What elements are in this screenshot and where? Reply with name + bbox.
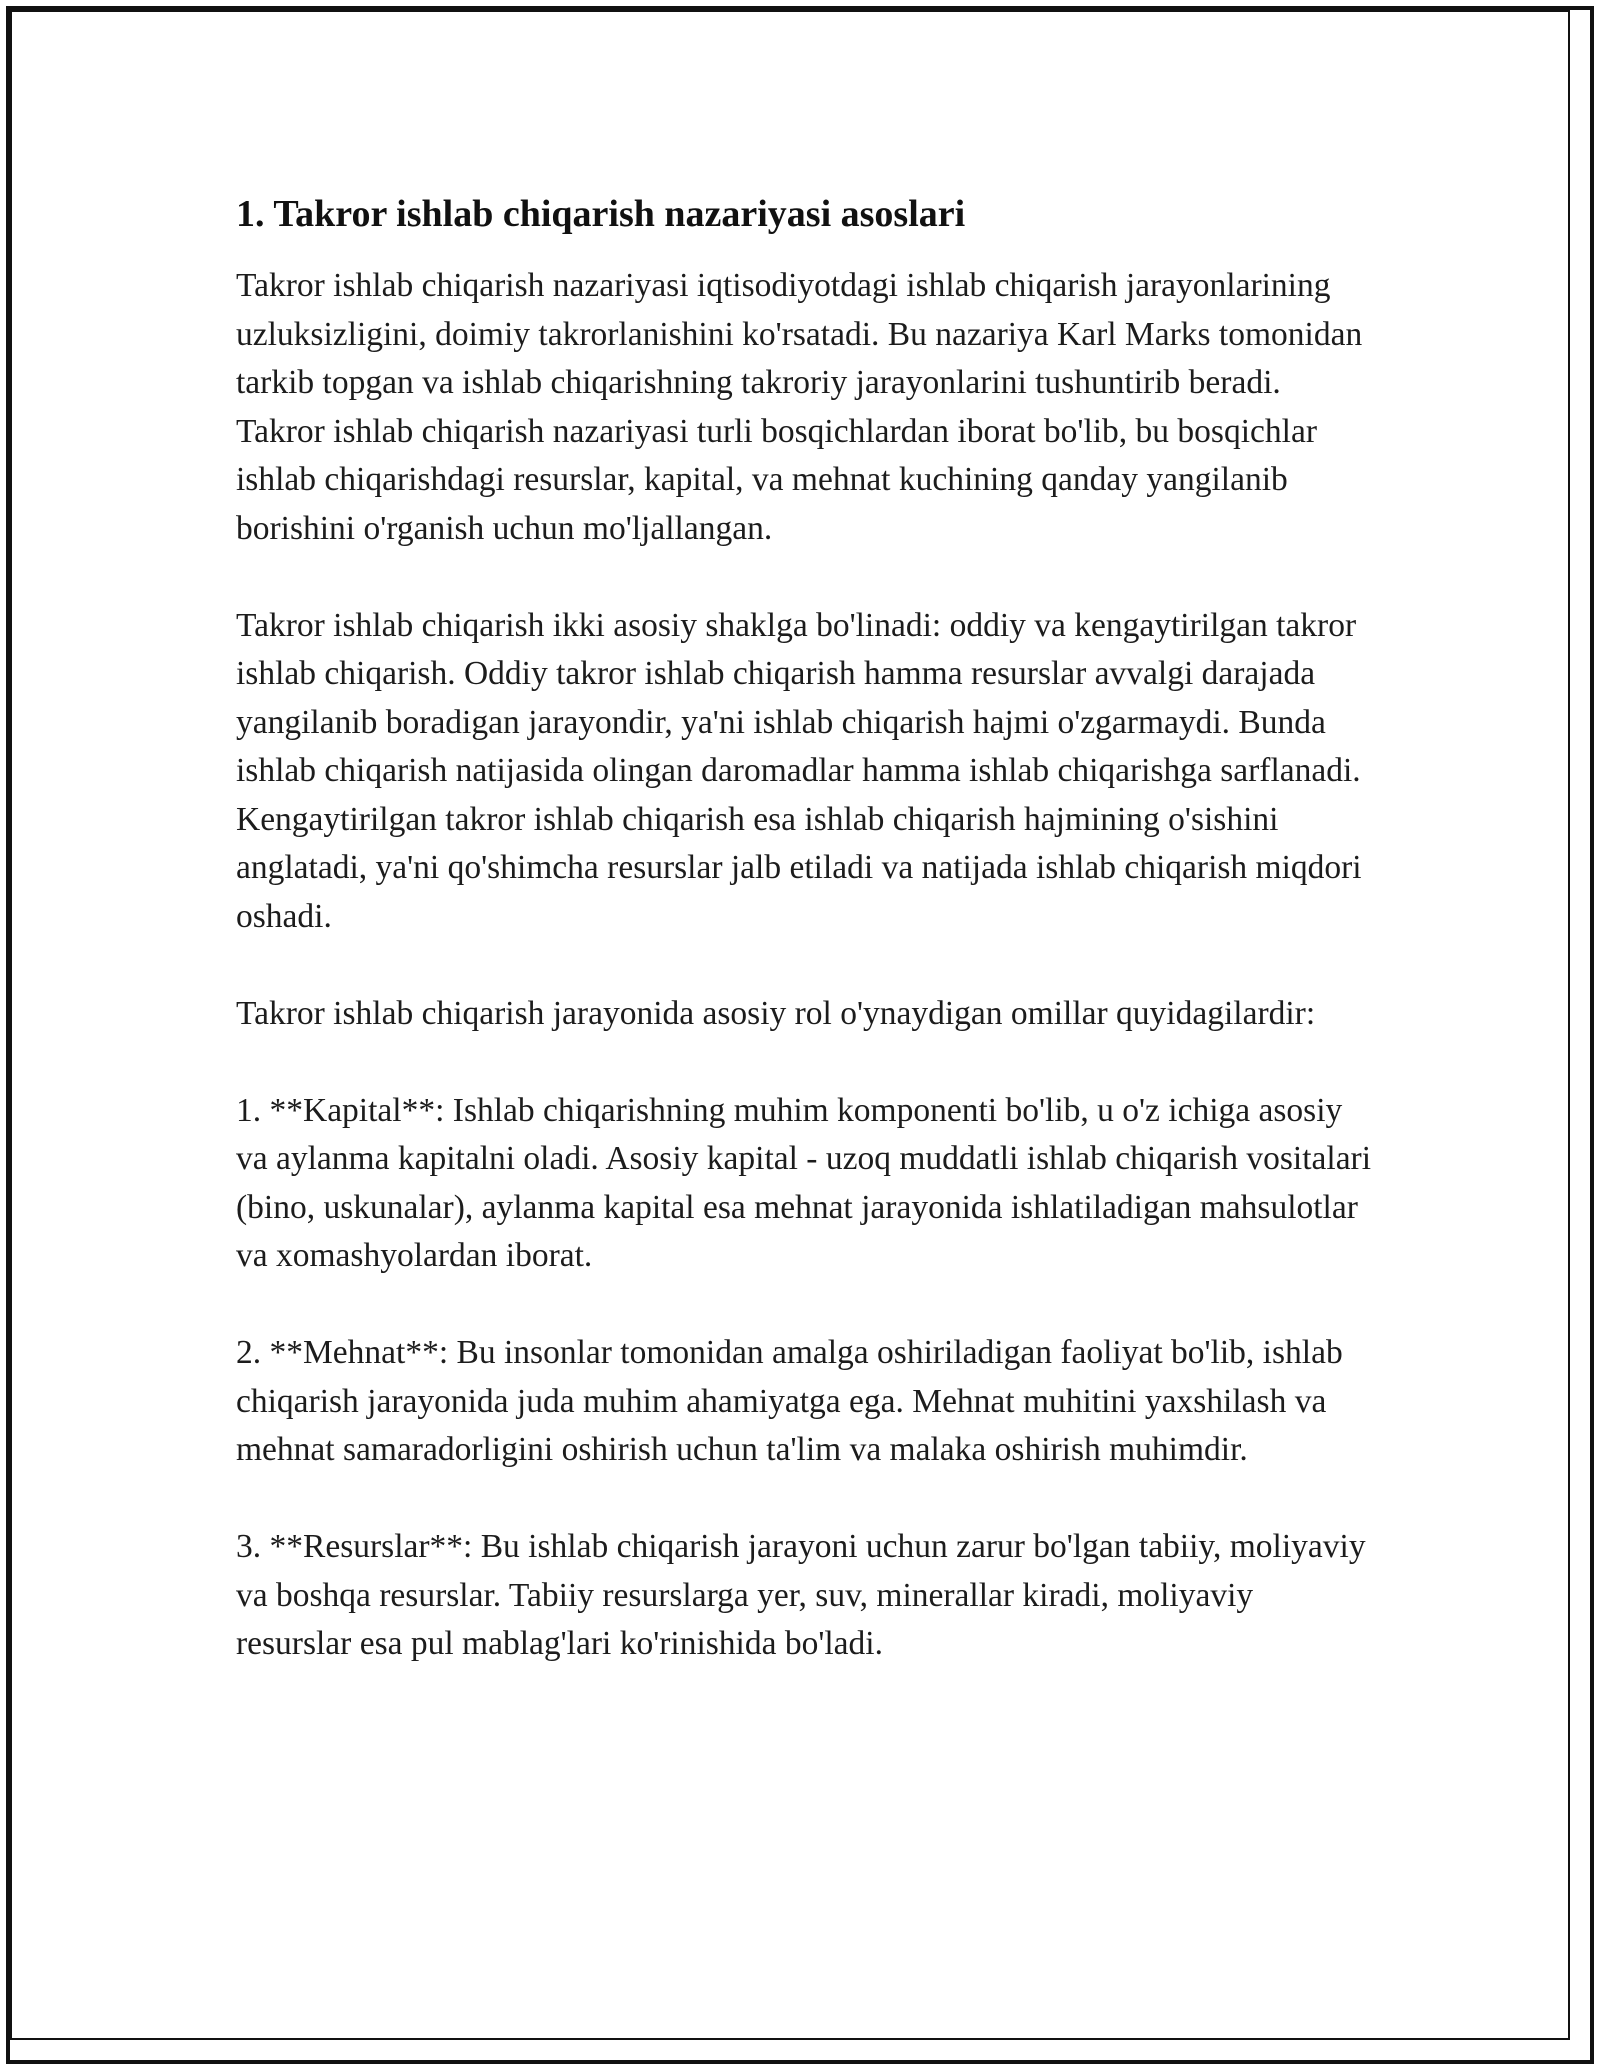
document-body [236,186,1376,1717]
list-item-mehnat: 2. **Mehnat**: Bu insonlar tomonidan amalga oshiriladigan faoliyat bo'lib, ishlab chiqarish jarayonida juda muhim ahamiyatga ega. Mehnat muhitini yaxshilash va mehnat samaradorligini oshirish uchun ta'lim va malaka oshirish muhimdir. [236,1334,1343,1468]
section-heading: 1. Takror ishlab chiqarish nazariyasi asoslari [236,193,966,235]
list-item-resurslar: 3. **Resurslar**: Bu ishlab chiqarish jarayoni uchun zarur bo'lgan tabiiy, moliyaviy va boshqa resurslar. Tabiiy resurslarga yer, suv, minerallar kiradi, moliyaviy resurslar esa pul mablag'lari ko'rinishida bo'ladi. [236,1528,1366,1662]
list-item-kapital: 1. **Kapital**: Ishlab chiqarishning muhim komponenti bo'lib, u o'z ichiga asosiy va aylanma kapitalni oladi. Asosiy kapital - uzoq muddatli ishlab chiqarish vositalari (bino, uskunalar), aylanma kapital esa mehnat jarayonida ishlatiladigan mahsulotlar va xomashyolardan iborat. [236,1091,1372,1274]
paragraph-forms: Takror ishlab chiqarish ikki asosiy shaklga bo'linadi: oddiy va kengaytirilgan takror ishlab chiqarish. Oddiy takror ishlab chiqarish hamma resurslar avvalgi darajada yangilanib boradigan jarayondir, ya'ni ishlab chiqarish hajmi o'zgarmaydi. Bunda ishlab chiqarish natijasida olingan daromadlar hamma ishlab chiqarishga sarflanadi. Kengaytirilgan takror ishlab chiqarish esa ishlab chiqarish hajmining o'sishini anglatadi, ya'ni qo'shimcha resurslar jalb etiladi va natijada ishlab chiqarish miqdori oshadi. [236,606,1362,935]
paragraph-factors-intro: Takror ishlab chiqarish jarayonida asosiy rol o'ynaydigan omillar quyidagilardir: [236,994,1316,1032]
paragraph-intro: Takror ishlab chiqarish nazariyasi iqtisodiyotdagi ishlab chiqarish jarayonlarining uzluksizligini, doimiy takrorlanishini ko'rsatadi. Bu nazariya Karl Marks tomonidan tarkib topgan va ishlab chiqarishning takroriy jarayonlarini tushuntirib beradi. Takror ishlab chiqarish nazariyasi turli bosqichlardan iborat bo'lib, bu bosqichlar ishlab chiqarishdagi resurslar, kapital, va mehnat kuchining qanday yangilanib borishini o'rganish uchun mo'ljallangan. [236,267,1363,547]
